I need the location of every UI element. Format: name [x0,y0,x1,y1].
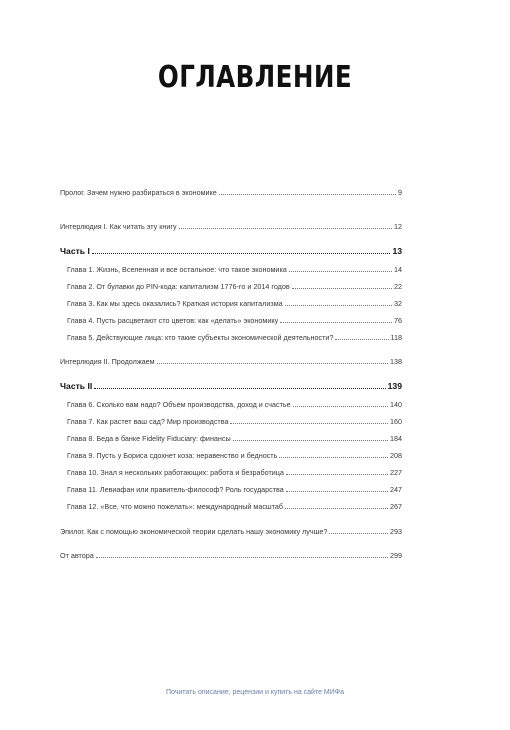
toc-part-heading [60,381,402,391]
toc-entry-title: Глава 3. Как мы здесь оказались? Краткая история капитализма [67,299,283,308]
toc-entry [60,316,402,325]
toc-leader-dots [219,194,396,195]
toc-leader-dots [233,440,388,441]
toc-leader-dots [280,322,392,323]
toc-entry-title: Глава 4. Пусть расцветают сто цветов: как «делать» экономику [67,316,279,325]
toc-entry-page: 140 [390,400,402,409]
toc-part-page: 13 [392,246,402,256]
toc-entry-title: Глава 9. Пусть у Бориса сдохнет коза: неравенство и бедность [67,451,278,460]
toc-entry [60,527,402,536]
toc-entry [60,400,402,409]
toc-entry-page: 208 [390,451,402,460]
toc-leader-dots [92,253,391,254]
toc-leader-dots [286,491,388,492]
toc-entry-page: 227 [390,468,402,477]
toc-entry-title: Глава 1. Жизнь, Вселенная и все остальное: что такое экономика [67,265,287,274]
toc-entry-page: 9 [398,188,402,197]
toc-entry [60,485,402,494]
toc-leader-dots [329,533,388,534]
toc-leader-dots [285,305,392,306]
toc-entry-page: 138 [390,357,402,366]
toc-entry-page: 184 [390,434,402,443]
toc-entry-page: 299 [390,551,402,560]
toc-entry-title: Интерлюдия I. Как читать эту книгу [60,222,177,231]
toc-entry [60,451,402,460]
toc-leader-dots [285,508,388,509]
toc-entry [60,551,402,560]
toc-entry-title: Пролог. Зачем нужно разбираться в экономике [60,188,217,197]
toc-leader-dots [293,406,388,407]
toc-entry [60,333,402,342]
toc-entry-title: Интерлюдия II. Продолжаем [60,357,155,366]
toc-entry-title: Глава 8. Беда в банке Fidelity Fiduciary: финансы [67,434,231,443]
toc-entry [60,434,402,443]
toc-leader-dots [286,474,388,475]
toc-entry-page: 12 [394,222,402,231]
toc-entry-page: 22 [394,282,402,291]
toc-entry-page: 118 [390,333,402,342]
toc-entry [60,468,402,477]
toc-entry-page: 160 [390,417,402,426]
toc-entry-title: Глава 12. «Все, что можно пожелать»: международный масштаб [67,502,284,511]
toc-leader-dots [292,288,392,289]
store-link[interactable]: Почитать описание, рецензии и купить на сайте МИФа [165,689,345,696]
toc-entry-page: 32 [394,299,402,308]
toc-leader-dots [179,228,392,229]
toc-leader-dots [335,339,388,340]
toc-entry-page: 14 [394,265,402,274]
toc-leader-dots [230,423,388,424]
toc-entry-page: 293 [390,527,402,536]
toc-leader-dots [279,457,388,458]
toc-entry-title: Глава 2. От булавки до PIN-кода: капитализм 1776-го и 2014 годов [67,282,290,291]
toc-entry-title: Глава 5. Действующие лица: кто такие субъекты экономической деятельности? [67,333,334,342]
toc-leader-dots [157,363,388,364]
toc-leader-dots [94,388,385,389]
page-title: ОГЛАВЛЕНИЕ [157,60,353,95]
toc-entry [60,357,402,366]
toc-entry [60,265,402,274]
toc-entry-title: Глава 7. Как растет ваш сад? Мир производства [67,417,229,426]
toc-entry-page: 247 [390,485,402,494]
toc-entry-page: 267 [390,502,402,511]
toc-entry-title: Глава 11. Левиафан или правитель-философ? Роль государства [67,485,284,494]
toc-entry-title: Эпилог. Как с помощью экономической теории сделать нашу экономику лучше? [60,527,328,536]
toc-part-title: Часть I [60,246,90,256]
toc-part-title: Часть II [60,381,93,391]
toc-entry [60,299,402,308]
toc-part-heading [60,246,402,256]
toc-part-page: 139 [387,381,402,391]
toc-entry-page: 76 [394,316,402,325]
toc-leader-dots [289,271,392,272]
toc-entry [60,502,402,511]
toc-entry [60,222,402,231]
toc-entry-title: От автора [60,551,94,560]
toc-entry-title: Глава 10. Знал я нескольких работающих: работа и безработица [67,468,284,477]
toc-entry [60,417,402,426]
toc-entry [60,282,402,291]
toc-entry-title: Глава 6. Сколько вам надо? Объем производства, доход и счастье [67,400,291,409]
toc-leader-dots [96,557,388,558]
toc-entry [60,188,402,197]
